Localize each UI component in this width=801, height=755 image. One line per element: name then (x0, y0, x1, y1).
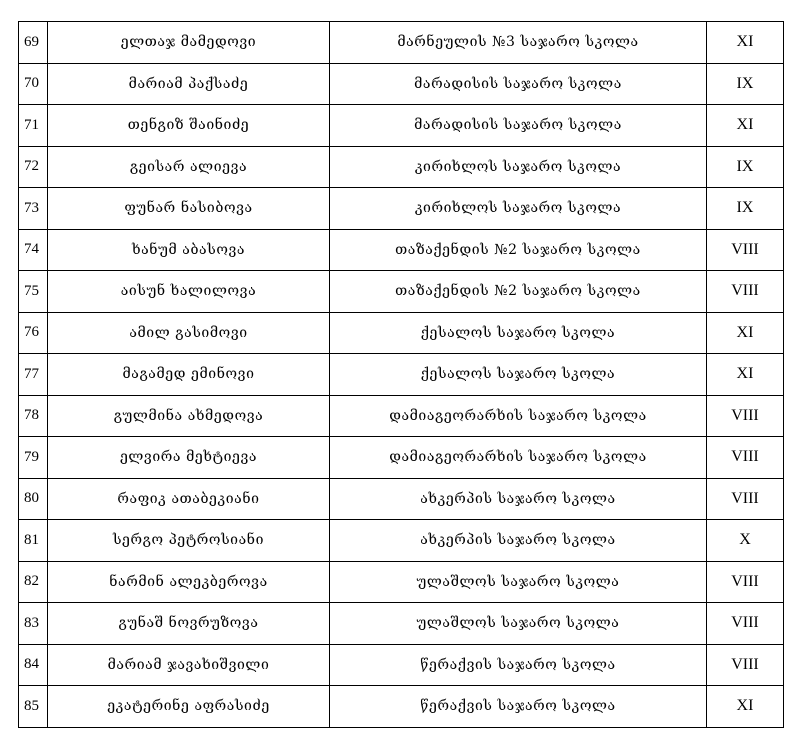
grade: XI (707, 686, 784, 728)
grade: VIII (707, 229, 784, 271)
row-number: 73 (19, 188, 48, 230)
grade: XI (707, 22, 784, 64)
row-number: 80 (19, 478, 48, 520)
row-number: 76 (19, 312, 48, 354)
grade: X (707, 520, 784, 562)
student-name: ამილ გასიმოვი (48, 312, 330, 354)
table-row (19, 561, 784, 603)
table-row (19, 437, 784, 479)
school-name: დამიაგეორარხის საჯარო სკოლა (330, 437, 707, 479)
table-row (19, 271, 784, 313)
table-row (19, 188, 784, 230)
table-row (19, 520, 784, 562)
row-number: 79 (19, 437, 48, 479)
grade: VIII (707, 395, 784, 437)
table-row (19, 105, 784, 147)
student-name: გეისარ ალიევა (48, 146, 330, 188)
grade: IX (707, 146, 784, 188)
grade: XI (707, 105, 784, 147)
school-name: ულაშლოს საჯარო სკოლა (330, 603, 707, 645)
student-name: მარიამ პაქსაძე (48, 63, 330, 105)
student-name: რაფიკ ათაბეკიანი (48, 478, 330, 520)
row-number: 85 (19, 686, 48, 728)
grade: VIII (707, 271, 784, 313)
school-name: ულაშლოს საჯარო სკოლა (330, 561, 707, 603)
student-name: ეკატერინე აფრასიძე (48, 686, 330, 728)
student-name: მარიამ ჯავახიშვილი (48, 644, 330, 686)
table-row (19, 478, 784, 520)
student-name: მაგამედ ემინოვი (48, 354, 330, 396)
table-row (19, 395, 784, 437)
school-name: მარადისის საჯარო სკოლა (330, 105, 707, 147)
student-name: ნარმინ ალეკბეროვა (48, 561, 330, 603)
student-name: გულმინა ახმედოვა (48, 395, 330, 437)
school-name: ახკერპის საჯარო სკოლა (330, 478, 707, 520)
row-number: 72 (19, 146, 48, 188)
row-number: 78 (19, 395, 48, 437)
school-name: ქესალოს საჯარო სკოლა (330, 354, 707, 396)
student-name: ელვირა მეხტიევა (48, 437, 330, 479)
school-name: წერაქვის საჯარო სკოლა (330, 686, 707, 728)
grade: IX (707, 188, 784, 230)
school-name: თაზაქენდის №2 საჯარო სკოლა (330, 229, 707, 271)
grade: VIII (707, 644, 784, 686)
row-number: 71 (19, 105, 48, 147)
table-row (19, 63, 784, 105)
grade: VIII (707, 478, 784, 520)
school-name: დამიაგეორარხის საჯარო სკოლა (330, 395, 707, 437)
row-number: 82 (19, 561, 48, 603)
school-name: კირიხლოს საჯარო სკოლა (330, 146, 707, 188)
grade: VIII (707, 437, 784, 479)
school-name: მარნეულის №3 საჯარო სკოლა (330, 22, 707, 64)
table-row (19, 229, 784, 271)
row-number: 81 (19, 520, 48, 562)
student-name: ფუნარ ნასიბოვა (48, 188, 330, 230)
student-name: თენგიზ შაინიძე (48, 105, 330, 147)
student-name: სერგო პეტროსიანი (48, 520, 330, 562)
student-name: აისუნ ხალილოვა (48, 271, 330, 313)
grade: IX (707, 63, 784, 105)
row-number: 70 (19, 63, 48, 105)
student-table (18, 21, 784, 728)
student-table-container (18, 21, 784, 728)
student-name: ელთაჯ მამედოვი (48, 22, 330, 64)
student-name: ხანუმ აბასოვა (48, 229, 330, 271)
grade: VIII (707, 561, 784, 603)
row-number: 83 (19, 603, 48, 645)
school-name: ქესალოს საჯარო სკოლა (330, 312, 707, 354)
table-row (19, 686, 784, 728)
grade: XI (707, 312, 784, 354)
table-row (19, 312, 784, 354)
row-number: 84 (19, 644, 48, 686)
table-row (19, 644, 784, 686)
school-name: თაზაქენდის №2 საჯარო სკოლა (330, 271, 707, 313)
grade: VIII (707, 603, 784, 645)
table-row (19, 146, 784, 188)
school-name: მარადისის საჯარო სკოლა (330, 63, 707, 105)
table-row (19, 603, 784, 645)
row-number: 75 (19, 271, 48, 313)
row-number: 69 (19, 22, 48, 64)
school-name: კირიხლოს საჯარო სკოლა (330, 188, 707, 230)
school-name: ახკერპის საჯარო სკოლა (330, 520, 707, 562)
grade: XI (707, 354, 784, 396)
row-number: 77 (19, 354, 48, 396)
table-row (19, 22, 784, 64)
row-number: 74 (19, 229, 48, 271)
student-name: გუნაშ ნოვრუზოვა (48, 603, 330, 645)
school-name: წერაქვის საჯარო სკოლა (330, 644, 707, 686)
table-row (19, 354, 784, 396)
